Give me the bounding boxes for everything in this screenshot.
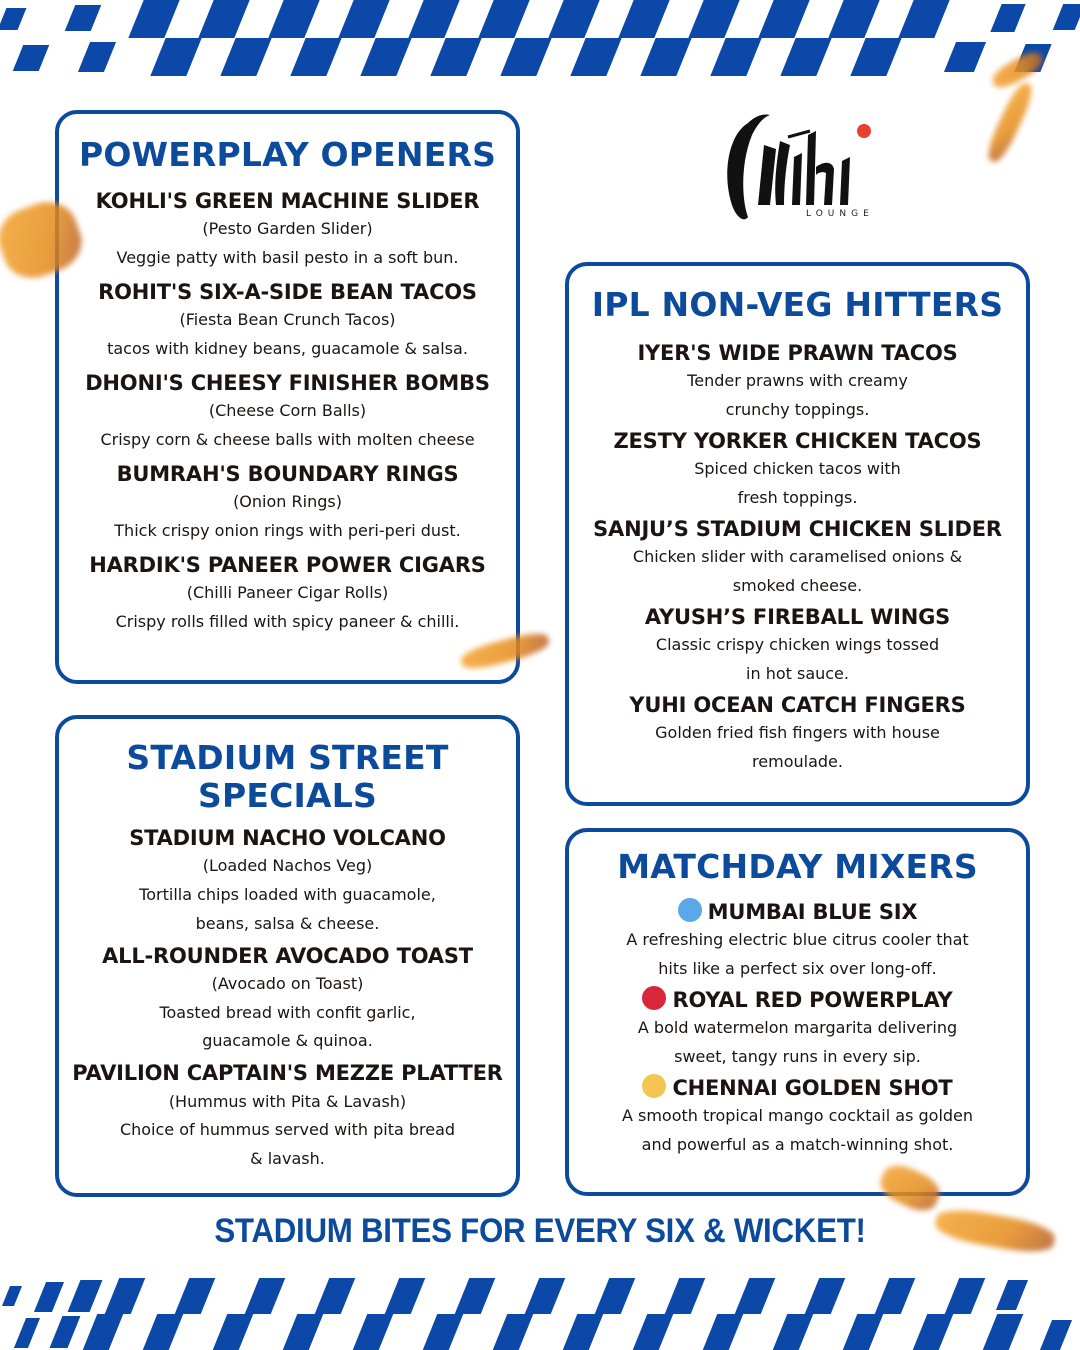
section-title: MATCHDAY MIXERS	[617, 847, 978, 886]
item-subtitle: (Cheese Corn Balls)	[208, 401, 367, 421]
item-description: remoulade.	[752, 751, 843, 771]
item-description: Golden fried fish fingers with house	[655, 722, 940, 742]
item-description: A refreshing electric blue citrus cooler that	[626, 930, 969, 950]
item-subtitle: (Onion Rings)	[233, 491, 342, 511]
item-description: Toasted bread with confit garlic,	[159, 1002, 416, 1022]
item-subtitle: (Chilli Paneer Cigar Rolls)	[186, 582, 389, 602]
item-description: smoked cheese.	[732, 575, 863, 595]
item-description: hits like a perfect six over long-off.	[658, 959, 937, 979]
item-description: A bold watermelon margarita delivering	[637, 1018, 958, 1038]
item-description: A smooth tropical mango cocktail as golden	[621, 1106, 974, 1126]
menu-item	[569, 1074, 1026, 1160]
item-name: YUHI OCEAN CATCH FINGERS	[629, 692, 966, 717]
item-description: sweet, tangy runs in every sip.	[674, 1046, 921, 1066]
logo-icon	[718, 105, 878, 240]
item-name: BUMRAH'S BOUNDARY RINGS	[116, 461, 459, 486]
item-name: MUMBAI BLUE SIX	[707, 899, 918, 924]
item-name: CHENNAI GOLDEN SHOT	[672, 1075, 953, 1100]
item-description: in hot sauce.	[746, 663, 849, 683]
item-subtitle: (Loaded Nachos Veg)	[202, 856, 373, 876]
section-title-line2: SPECIALS	[198, 775, 377, 815]
checker-banner-bottom	[0, 1270, 1080, 1350]
yellow-dot-icon	[642, 1074, 666, 1098]
item-name: STADIUM NACHO VOLCANO	[129, 825, 446, 850]
item-name: ROHIT'S SIX-A-SIDE BEAN TACOS	[98, 279, 477, 304]
item-name: DHONI'S CHEESY FINISHER BOMBS	[85, 370, 490, 395]
item-name: ZESTY YORKER CHICKEN TACOS	[613, 428, 982, 453]
item-description: Choice of hummus served with pita bread	[119, 1120, 456, 1140]
item-description: & lavash.	[250, 1149, 325, 1169]
item-subtitle: (Pesto Garden Slider)	[202, 219, 373, 239]
section-powerplay-openers	[55, 110, 520, 684]
section-title: IPL NON-VEG HITTERS	[591, 285, 1004, 324]
menu-item	[569, 692, 1026, 777]
menu-item	[59, 825, 516, 939]
item-description: beans, salsa & cheese.	[195, 913, 380, 933]
item-description: Tender prawns with creamy	[687, 371, 908, 391]
menu-item	[59, 1060, 516, 1174]
menu-item	[569, 340, 1026, 425]
section-title-line1: STADIUM STREET	[126, 738, 449, 777]
section-title	[59, 739, 516, 815]
menu-item	[569, 898, 1026, 984]
item-name: PAVILION CAPTAIN'S MEZZE PLATTER	[72, 1061, 503, 1086]
confetti-decoration	[983, 80, 1037, 165]
item-description: Veggie patty with basil pesto in a soft bun.	[116, 248, 459, 268]
menu-item	[59, 279, 516, 364]
item-description: Tortilla chips loaded with guacamole,	[139, 884, 436, 904]
red-dot-icon	[642, 986, 666, 1010]
blue-dot-icon	[678, 898, 702, 922]
item-name: HARDIK'S PANEER POWER CIGARS	[89, 552, 486, 577]
item-description: Classic crispy chicken wings tossed	[655, 634, 940, 654]
tagline: STADIUM BITES FOR EVERY SIX & WICKET!	[214, 1212, 866, 1250]
item-name: AYUSH’S FIREBALL WINGS	[644, 604, 951, 629]
item-name: IYER'S WIDE PRAWN TACOS	[637, 340, 958, 365]
menu-item	[59, 552, 516, 637]
yuhi-lounge-logo	[718, 105, 878, 240]
item-name: ALL-ROUNDER AVOCADO TOAST	[102, 943, 473, 968]
item-subtitle: (Fiesta Bean Crunch Tacos)	[179, 310, 396, 330]
item-description: crunchy toppings.	[725, 400, 870, 420]
menu-item	[59, 943, 516, 1057]
item-description: Thick crispy onion rings with peri-peri dust.	[114, 520, 461, 540]
item-description: guacamole & quinoa.	[202, 1031, 373, 1051]
item-description: and powerful as a match-winning shot.	[641, 1134, 954, 1154]
menu-item	[59, 370, 516, 455]
item-description: tacos with kidney beans, guacamole & salsa.	[107, 338, 468, 358]
item-description: Spiced chicken tacos with	[694, 459, 901, 479]
item-description: Chicken slider with caramelised onions &	[632, 547, 963, 567]
section-matchday-mixers	[565, 828, 1030, 1196]
item-name: KOHLI'S GREEN MACHINE SLIDER	[95, 188, 480, 213]
menu-item	[59, 188, 516, 273]
item-description: Crispy rolls filled with spicy paneer & chilli.	[115, 611, 460, 631]
item-subtitle: (Hummus with Pita & Lavash)	[168, 1091, 407, 1111]
section-stadium-street-specials	[55, 715, 520, 1197]
menu-item	[59, 461, 516, 546]
menu-item	[569, 986, 1026, 1072]
checker-banner-top	[0, 0, 1080, 80]
menu-item	[569, 604, 1026, 689]
section-title: POWERPLAY OPENERS	[78, 135, 497, 174]
item-description: fresh toppings.	[737, 487, 858, 507]
item-description: Crispy corn & cheese balls with molten cheese	[100, 429, 475, 449]
logo-subtitle: LOUNGE	[806, 209, 874, 219]
menu-item	[569, 516, 1026, 601]
item-name: SANJU’S STADIUM CHICKEN SLIDER	[593, 516, 1002, 541]
item-subtitle: (Avocado on Toast)	[211, 973, 364, 993]
item-name: ROYAL RED POWERPLAY	[672, 987, 953, 1012]
menu-item	[569, 428, 1026, 513]
section-ipl-non-veg-hitters	[565, 262, 1030, 806]
